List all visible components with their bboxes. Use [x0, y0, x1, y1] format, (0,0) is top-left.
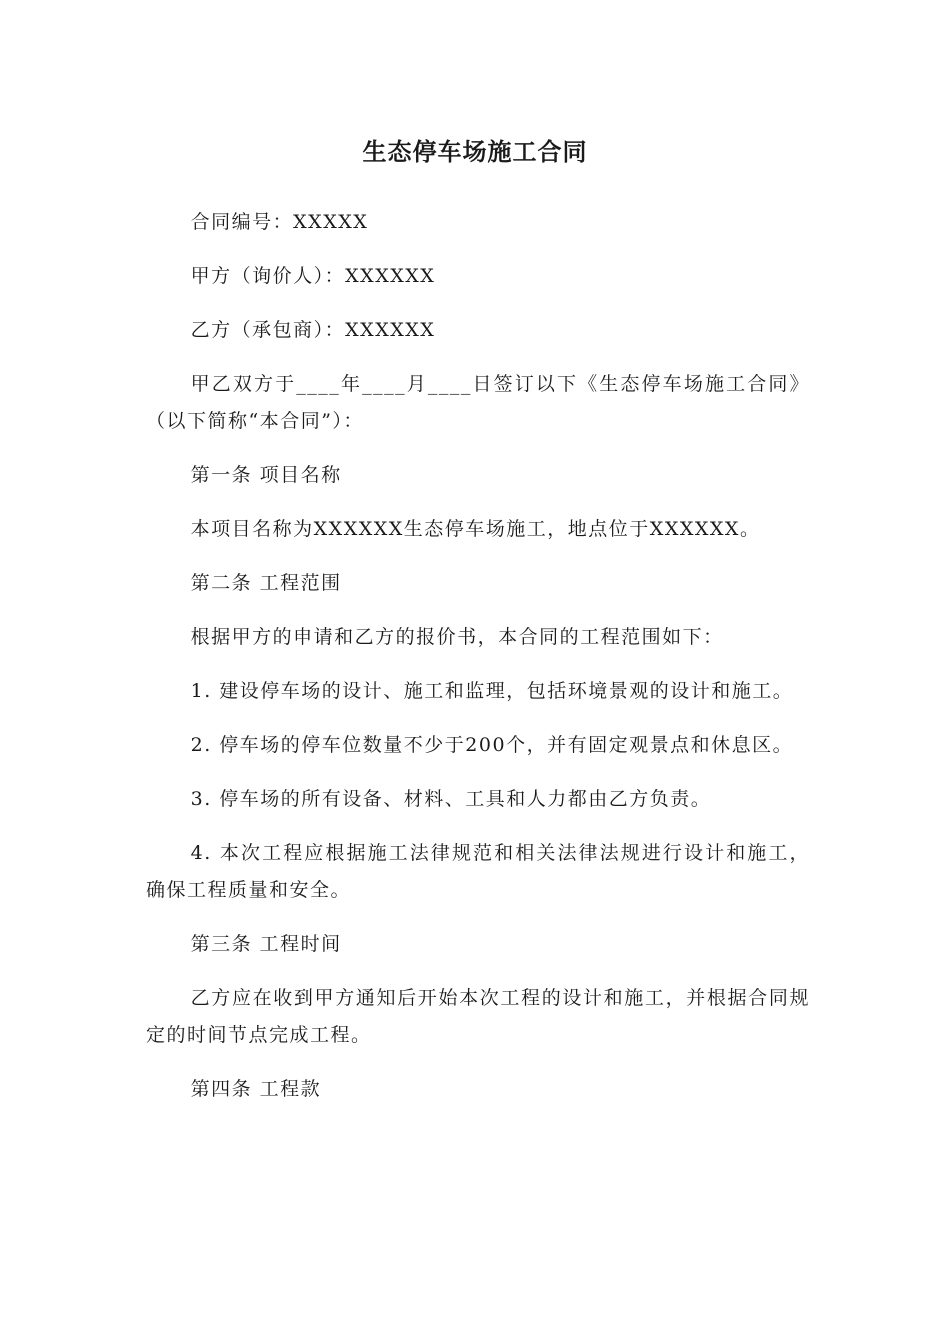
article-1-text: 本项目名称为XXXXXX生态停车场施工，地点位于XXXXXX。 [190, 518, 761, 540]
party-a: 甲方（询价人）：XXXXXX [190, 265, 436, 287]
document-title: 生态停车场施工合同 [362, 138, 588, 166]
article-2-heading: 第二条 工程范围 [190, 572, 342, 594]
article-1-heading: 第一条 项目名称 [190, 464, 342, 486]
scope-item-2: 2. 停车场的停车位数量不少于200个，并有固定观景点和休息区。 [190, 734, 794, 756]
preamble-paragraph: 甲乙双方于____年____月____日签订以下《生态停车场施工合同》（以下简称“本合同”）： [146, 373, 810, 432]
article-3-heading: 第三条 工程时间 [190, 933, 342, 955]
article-2-intro: 根据甲方的申请和乙方的报价书，本合同的工程范围如下： [190, 626, 724, 648]
party-b: 乙方（承包商）：XXXXXX [190, 319, 436, 341]
contract-number: 合同编号：XXXXX [190, 211, 369, 233]
article-4-heading: 第四条 工程款 [190, 1078, 322, 1100]
scope-item-3: 3. 停车场的所有设备、材料、工具和人力都由乙方负责。 [190, 788, 712, 810]
article-3-text: 乙方应在收到甲方通知后开始本次工程的设计和施工，并根据合同规定的时间节点完成工程。 [146, 987, 810, 1046]
document-body [146, 204, 810, 1125]
scope-item-4: 4. 本次工程应根据施工法律规范和相关法律法规进行设计和施工，确保工程质量和安全。 [146, 842, 810, 901]
scope-item-1: 1. 建设停车场的设计、施工和监理，包括环境景观的设计和施工。 [190, 680, 794, 702]
